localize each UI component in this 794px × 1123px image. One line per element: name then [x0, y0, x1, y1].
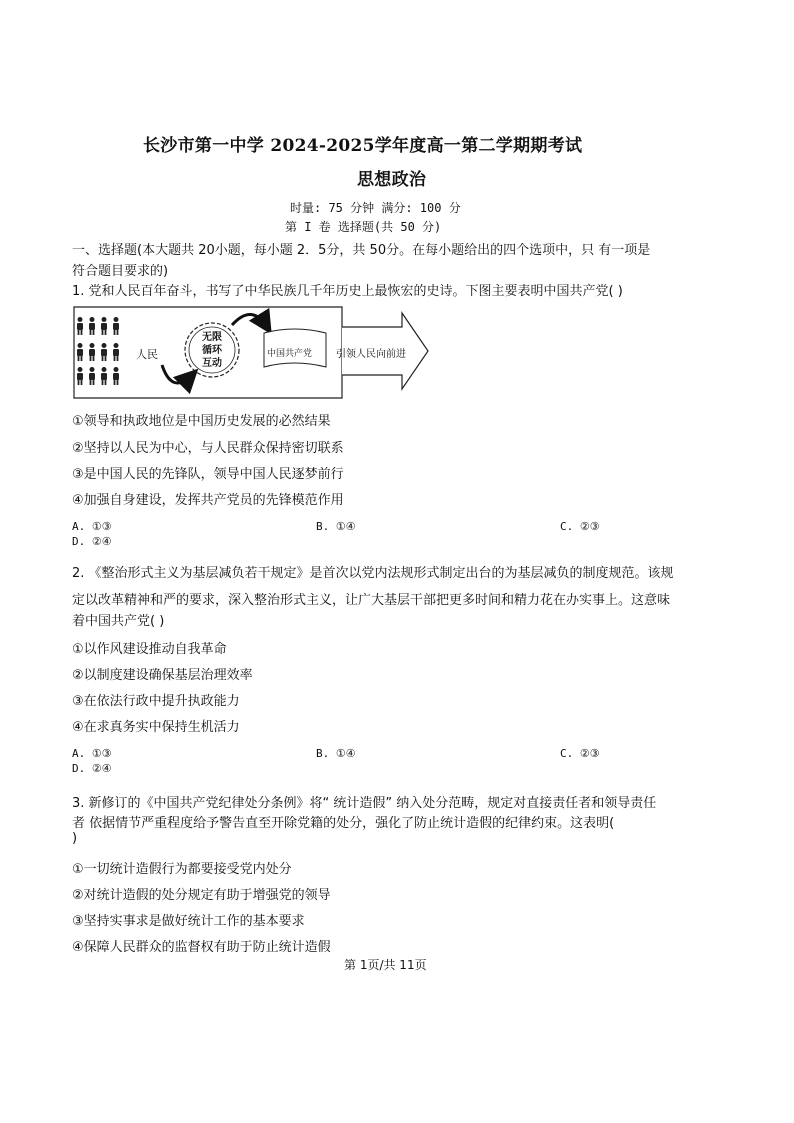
time-info: 时量: 75 分钟 满分: 100 分: [290, 201, 461, 215]
instructions-line2: 符合题目要求的): [72, 264, 169, 279]
q2-item-2: ②以制度建设确保基层治理效率: [72, 668, 253, 683]
curved-arrow-down: [232, 314, 267, 327]
q1-item-4: ④加强自身建设，发挥共产党员的先锋模范作用: [72, 493, 344, 508]
q1-item-1: ①领导和执政地位是中国历史发展的必然结果: [72, 414, 331, 429]
section-title: 第 I 卷 选择题(共 50 分): [285, 220, 442, 234]
q1-item-2: ②坚持以人民为中心，与人民群众保持密切联系: [72, 441, 344, 456]
q1-option-c: C. ②③: [560, 520, 600, 533]
q1-option-b: B. ①④: [316, 520, 356, 533]
curved-arrow-up: [162, 365, 192, 383]
q2-option-b: B. ①④: [316, 747, 356, 760]
q3-item-3: ③坚持实事求是做好统计工作的基本要求: [72, 914, 305, 929]
party-label: 中国共产党: [267, 349, 313, 359]
cycle-label-line2: 循环: [202, 345, 222, 356]
cycle-label-line1: 无限: [202, 332, 222, 343]
q1-diagram: [72, 305, 432, 400]
q3-item-1: ①一切统计造假行为都要接受党内处分: [72, 862, 292, 877]
q3-stem-line2: 者 依据情节严重程度给予警告直至开除党籍的处分，强化了防止统计造假的纪律约束。这表明(: [72, 816, 615, 831]
q1-stem: 1. 党和人民百年奋斗，书写了中华民族几千年历史上最恢宏的史诗。下图主要表明中国共产党( ): [72, 284, 623, 299]
instructions-line1: 一、选择题(本大题共 20小题，每小题 2．5分，共 50分。在每小题给出的四个选项中，只 有一项是: [72, 243, 651, 258]
q2-item-4: ④在求真务实中保持生机活力: [72, 720, 240, 735]
q2-item-3: ③在依法行政中提升执政能力: [72, 694, 240, 709]
subject-title: 思想政治: [357, 170, 427, 190]
q2-option-a: A. ①③: [72, 747, 112, 760]
people-label: 人民: [136, 348, 158, 361]
people-icons: [77, 317, 119, 385]
cycle-label-line3: 互动: [202, 358, 222, 369]
q3-stem-line1: 3. 新修订的《中国共产党纪律处分条例》将“ 统计造假” 纳入处分范畴，规定对直接责任者和领导责任: [72, 796, 657, 811]
exam-title: 长沙市第一中学 2024-2025学年度高一第二学期期考试: [143, 136, 583, 156]
arrow-label: 引领人民向前进: [336, 349, 406, 360]
q1-item-3: ③是中国人民的先锋队，领导中国人民逐梦前行: [72, 467, 344, 482]
q2-option-c: C. ②③: [560, 747, 600, 760]
q2-stem-line1: 2. 《整治形式主义为基层减负若干规定》是首次以党内法规形式制定出台的为基层减负的制度规范。该规: [72, 566, 674, 581]
q1-option-a: A. ①③: [72, 520, 112, 533]
q2-item-1: ①以作风建设推动自我革命: [72, 642, 227, 657]
q3-stem-line3: ): [72, 831, 78, 846]
q1-option-d: D. ②④: [72, 535, 112, 548]
q2-stem-line2: 定以改革精神和严的要求，深入整治形式主义，让广大基层干部把更多时间和精力花在办实事上。这意味: [72, 593, 671, 608]
page-number: 第 1页/共 11页: [344, 958, 427, 972]
q3-item-2: ②对统计造假的处分规定有助于增强党的领导: [72, 888, 331, 903]
q3-item-4: ④保障人民群众的监督权有助于防止统计造假: [72, 940, 331, 955]
q2-stem-line3: 着中国共产党( ): [72, 614, 165, 629]
cycle-label: [200, 331, 224, 370]
q2-option-d: D. ②④: [72, 762, 112, 775]
